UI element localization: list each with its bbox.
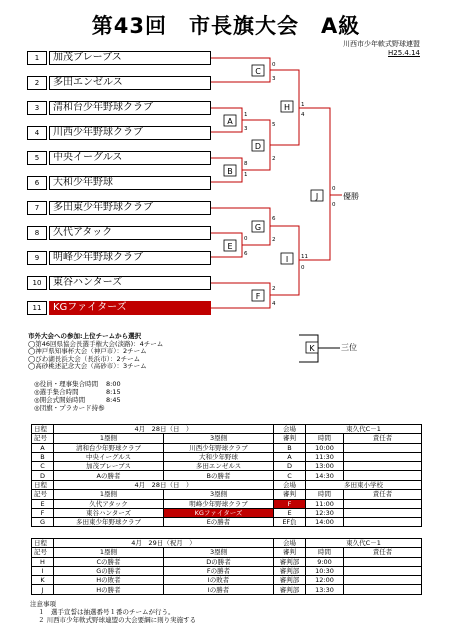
score: 4	[272, 301, 276, 307]
cell-third-base: Bの勝者	[164, 471, 274, 480]
score: 5	[272, 122, 276, 128]
score: 0	[272, 62, 276, 68]
cell-third-base: Fの勝者	[164, 566, 274, 575]
cell-third-base: 明峰少年野球クラブ	[164, 499, 274, 508]
score: 6	[272, 216, 276, 222]
col-code: 記号	[32, 434, 54, 443]
schedule-table	[31, 424, 422, 481]
team-name: 中央イーグルス	[49, 151, 211, 165]
score: 3	[272, 76, 276, 82]
score: 0	[244, 236, 248, 242]
table-row	[32, 452, 422, 461]
cell-first-base: Gの勝者	[54, 566, 164, 575]
table-row	[32, 443, 422, 452]
time-label: ◎団旗・プラカード持参	[34, 404, 105, 412]
cell-umpire: C	[274, 471, 306, 480]
match-label: B	[227, 167, 233, 176]
cell-first-base: 久代アタック	[54, 499, 164, 508]
venue: 多田東小学校	[306, 481, 422, 490]
schedule-header-row	[32, 434, 422, 443]
venue-label: 会場	[274, 425, 306, 434]
cell-code: I	[32, 566, 54, 575]
col-first-base: 1塁側	[54, 434, 164, 443]
venue-label: 会場	[274, 481, 306, 490]
time-value: 8:15	[106, 388, 121, 396]
team-name: 大和少年野球	[49, 176, 211, 190]
cell-code: B	[32, 452, 54, 461]
team-name: 加茂ブレーブス	[49, 51, 211, 65]
match-label: K	[309, 344, 315, 353]
day-label: 日程	[32, 425, 54, 434]
score: 8	[244, 161, 248, 167]
team-number: 6	[27, 176, 47, 190]
cell-third-base: 多田エンゼルス	[164, 462, 274, 471]
match-label: J	[315, 192, 319, 201]
score: 6	[244, 251, 248, 257]
venue: 東久代C－1	[306, 539, 422, 548]
day-label: 日程	[32, 539, 54, 548]
score: 2	[272, 286, 276, 292]
team-number: 8	[27, 226, 47, 240]
team-number: 2	[27, 76, 47, 90]
schedule-header-row	[32, 490, 422, 499]
match-label: F	[255, 292, 261, 301]
cell-code: D	[32, 471, 54, 480]
cell-code: G	[32, 518, 54, 527]
team-name: 清和台少年野球クラブ	[49, 101, 211, 115]
col-umpire: 審判	[274, 490, 306, 499]
col-first-base: 1塁側	[54, 548, 164, 557]
note-item: ◯高砂桃述記念大会（高砂市）：3チーム	[28, 362, 147, 370]
cell-first-base: Hの敗者	[54, 576, 164, 585]
schedule-date-row	[32, 425, 422, 434]
cell-time: 12:00	[306, 576, 344, 585]
team-number: 3	[27, 101, 47, 115]
cell-responsible	[344, 462, 422, 471]
col-responsible: 責任者	[344, 490, 422, 499]
venue-label: 会場	[274, 539, 306, 548]
team-name: 川西少年野球クラブ	[49, 126, 211, 140]
table-row	[32, 566, 422, 575]
team-name: 久代アタック	[49, 226, 211, 240]
time-label: ◎開会式開始時間	[34, 396, 86, 404]
cell-third-base: 大和少年野球	[164, 452, 274, 461]
cell-third-base: Iの敗者	[164, 576, 274, 585]
cell-first-base: Cの勝者	[54, 557, 164, 566]
cell-time: 13:00	[306, 462, 344, 471]
bracket-line	[299, 108, 330, 260]
cell-umpire-highlighted: F	[274, 499, 306, 508]
cell-responsible	[344, 471, 422, 480]
match-label: C	[255, 67, 261, 76]
cell-first-base: 多田東少年野球クラブ	[54, 518, 164, 527]
schedule-header-row	[32, 548, 422, 557]
col-time: 時間	[306, 548, 344, 557]
match-label: G	[254, 223, 262, 232]
match-date: 4月 28日（日 ）	[54, 425, 274, 434]
cell-code: F	[32, 508, 54, 517]
cell-umpire: E	[274, 508, 306, 517]
team-number: 1	[27, 51, 47, 65]
third-place-label: 三位	[341, 343, 357, 352]
col-code: 記号	[32, 548, 54, 557]
footer-item: ２ 川西市少年軟式野球連盟の大会要綱に則り実施する	[38, 616, 197, 624]
col-code: 記号	[32, 490, 54, 499]
time-row	[34, 388, 121, 396]
schedule-date-row	[32, 539, 422, 548]
time-value: 8:00	[106, 380, 121, 388]
cell-time: 10:00	[306, 443, 344, 452]
cell-first-base: Hの勝者	[54, 585, 164, 594]
match-label: I	[285, 255, 289, 264]
venue: 東久代C－1	[306, 425, 422, 434]
cell-code: E	[32, 499, 54, 508]
footer-item: １ 選手宣誓は抽選番号１番のチームが行う。	[38, 608, 175, 616]
team-number: 9	[27, 251, 47, 265]
cell-third-base: Iの勝者	[164, 585, 274, 594]
col-umpire: 審判	[274, 548, 306, 557]
page-title: 第43回 市長旗大会 A級	[91, 14, 361, 38]
match-label: D	[254, 142, 262, 151]
table-row	[32, 576, 422, 585]
footer-heading: 注意事項	[30, 600, 56, 608]
match-date: 4月 28日（日 ）	[54, 481, 274, 490]
table-row	[32, 499, 422, 508]
issue-date: H25.4.14	[388, 49, 420, 57]
cell-time: 11:30	[306, 452, 344, 461]
cell-responsible	[344, 566, 422, 575]
cell-umpire: A	[274, 452, 306, 461]
table-row	[32, 585, 422, 594]
team-name: 明峰少年野球クラブ	[49, 251, 211, 265]
cell-umpire: 審判部	[274, 576, 306, 585]
table-row	[32, 508, 422, 517]
match-label: E	[227, 242, 233, 251]
cell-first-base: 東谷ハンターズ	[54, 508, 164, 517]
schedule-table	[31, 538, 422, 595]
note-item: ◯神戸県知事杯大会（神戸市）：2チーム	[28, 347, 147, 355]
cell-time: 13:30	[306, 585, 344, 594]
time-label: ◎選手集合時間	[34, 388, 79, 396]
score: 4	[301, 112, 305, 118]
cell-umpire: B	[274, 443, 306, 452]
score: 1	[301, 102, 305, 108]
cell-umpire: 審判部	[274, 557, 306, 566]
qualification-notes	[28, 333, 163, 371]
team-number: 7	[27, 201, 47, 215]
cell-code: J	[32, 585, 54, 594]
cell-umpire: EF負	[274, 518, 306, 527]
team-name: 多田エンゼルス	[49, 76, 211, 90]
cell-responsible	[344, 452, 422, 461]
cell-umpire: 審判部	[274, 585, 306, 594]
schedule-table	[31, 480, 422, 527]
cell-responsible	[344, 443, 422, 452]
cell-time: 9:00	[306, 557, 344, 566]
cell-time: 12:30	[306, 508, 344, 517]
assembly-times	[34, 380, 121, 412]
team-name: KGファイターズ	[49, 301, 211, 315]
champion-label: 優勝	[343, 192, 359, 201]
cell-third-base: 川西少年野球クラブ	[164, 443, 274, 452]
score: 11	[301, 254, 308, 260]
footer-notes	[30, 600, 196, 624]
notes-heading: 市外大会への参加:上位チームから選択	[28, 332, 142, 340]
cell-umpire: D	[274, 462, 306, 471]
score: 1	[244, 172, 248, 178]
cell-time: 11:00	[306, 499, 344, 508]
col-time: 時間	[306, 434, 344, 443]
note-item: ◯びわ湖長浜大会（長浜市）：2チーム	[28, 354, 141, 363]
time-row	[34, 396, 121, 404]
cell-third-base: Dの勝者	[164, 557, 274, 566]
team-name: 多田東少年野球クラブ	[49, 201, 211, 215]
team-number: 5	[27, 151, 47, 165]
cell-code: C	[32, 462, 54, 471]
score: 2	[272, 237, 276, 243]
match-date: 4月 29日（祝月 ）	[54, 539, 274, 548]
cell-time: 10:30	[306, 566, 344, 575]
schedule-date-row	[32, 481, 422, 490]
score: 3	[244, 126, 248, 132]
cell-code: A	[32, 443, 54, 452]
col-third-base: 3塁側	[164, 548, 274, 557]
score: 0	[301, 265, 305, 271]
cell-responsible	[344, 557, 422, 566]
cell-third-base-highlighted: KGファイターズ	[164, 508, 274, 517]
table-row	[32, 518, 422, 527]
cell-third-base: Eの勝者	[164, 518, 274, 527]
col-umpire: 審判	[274, 434, 306, 443]
cell-code: K	[32, 576, 54, 585]
cell-responsible	[344, 518, 422, 527]
team-number: 10	[27, 276, 47, 290]
cell-responsible	[344, 499, 422, 508]
day-label: 日程	[32, 481, 54, 490]
col-first-base: 1塁側	[54, 490, 164, 499]
cell-time: 14:30	[306, 471, 344, 480]
score: 0	[332, 202, 336, 208]
time-row	[34, 404, 105, 412]
cell-first-base: Aの勝者	[54, 471, 164, 480]
cell-responsible	[344, 576, 422, 585]
col-third-base: 3塁側	[164, 434, 274, 443]
score: 1	[244, 112, 248, 118]
cell-umpire: 審判部	[274, 566, 306, 575]
col-responsible: 責任者	[344, 548, 422, 557]
time-value: 8:45	[106, 396, 121, 404]
note-item: ◯第46回県協会長選手権大会(淡路)：4チーム	[28, 339, 164, 348]
team-number: 11	[27, 301, 47, 315]
cell-first-base: 加茂ブレーブス	[54, 462, 164, 471]
col-time: 時間	[306, 490, 344, 499]
cell-code: H	[32, 557, 54, 566]
score: 2	[272, 156, 276, 162]
score: 0	[332, 186, 336, 192]
organizer: 川西市少年軟式野球連盟	[343, 40, 420, 48]
cell-responsible	[344, 585, 422, 594]
match-label: H	[283, 103, 291, 112]
col-responsible: 責任者	[344, 434, 422, 443]
time-row	[34, 380, 121, 388]
cell-first-base: 清和台少年野球クラブ	[54, 443, 164, 452]
table-row	[32, 471, 422, 480]
time-label: ◎役員・理事集合時間	[34, 380, 99, 388]
col-third-base: 3塁側	[164, 490, 274, 499]
cell-responsible	[344, 508, 422, 517]
table-row	[32, 462, 422, 471]
cell-first-base: 中央イーグルス	[54, 452, 164, 461]
match-label: A	[227, 117, 233, 126]
cell-time: 14:00	[306, 518, 344, 527]
team-name: 東谷ハンターズ	[49, 276, 211, 290]
team-number: 4	[27, 126, 47, 140]
table-row	[32, 557, 422, 566]
